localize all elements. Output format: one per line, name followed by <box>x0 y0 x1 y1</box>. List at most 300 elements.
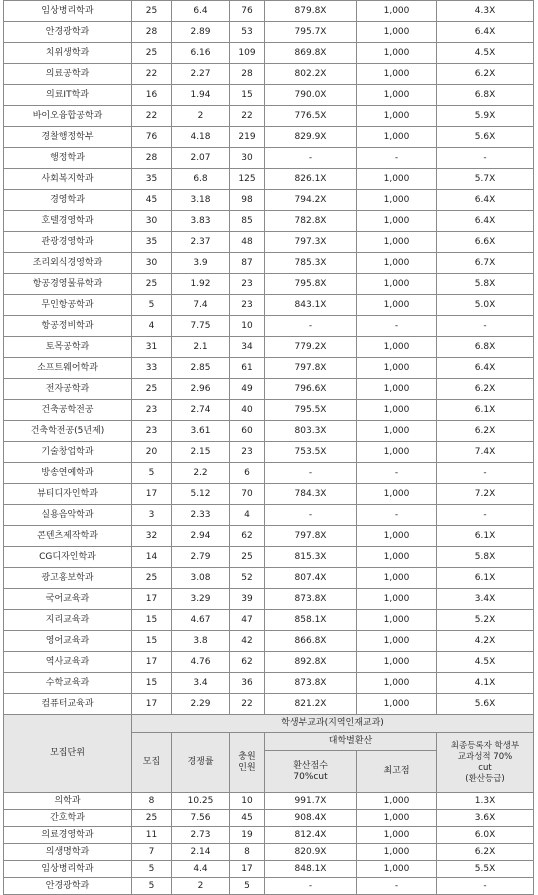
filled-count-cell: 17 <box>230 861 265 878</box>
cut70-score-cell: 821.2X <box>265 694 357 715</box>
max-score-cell: 1,000 <box>357 358 437 379</box>
filled-count-cell: 5 <box>230 878 265 895</box>
unit-name-cell: 지리교육과 <box>4 610 132 631</box>
cut70-score-cell: 797.8X <box>265 526 357 547</box>
competition-rate-cell: 7.56 <box>172 810 230 827</box>
max-score-cell: 1,000 <box>357 793 437 810</box>
filled-count-cell: 125 <box>230 169 265 190</box>
max-score-cell: 1,000 <box>357 1 437 22</box>
cut70-score-cell: 795.7X <box>265 22 357 43</box>
final-grade-cell: 6.4X <box>437 211 534 232</box>
table-row <box>4 337 534 358</box>
recruit-count-cell: 15 <box>132 673 172 694</box>
competition-rate-cell: 2.29 <box>172 694 230 715</box>
competition-rate-cell: 3.18 <box>172 190 230 211</box>
unit-name-cell: 방송연예학과 <box>4 463 132 484</box>
max-score-cell: - <box>357 463 437 484</box>
table-row <box>4 316 534 337</box>
competition-rate-cell: 10.25 <box>172 793 230 810</box>
max-score-cell: 1,000 <box>357 526 437 547</box>
final-grade-cell: 6.6X <box>437 232 534 253</box>
filled-count-cell: 70 <box>230 484 265 505</box>
filled-count-cell: 4 <box>230 505 265 526</box>
unit-name-cell: 건축공학전공 <box>4 400 132 421</box>
header-final: 최종등록자 학생부 교과성적 70% cut (환산등급) <box>437 733 534 793</box>
unit-name-cell: 호텔경영학과 <box>4 211 132 232</box>
max-score-cell: 1,000 <box>357 337 437 358</box>
admission-results-document <box>3 0 534 895</box>
unit-name-cell: 의생명학과 <box>4 844 132 861</box>
max-score-cell: 1,000 <box>357 652 437 673</box>
recruit-count-cell: 25 <box>132 274 172 295</box>
max-score-cell: 1,000 <box>357 22 437 43</box>
recruit-count-cell: 5 <box>132 463 172 484</box>
cut70-score-cell: 873.8X <box>265 589 357 610</box>
unit-name-cell: 국어교육과 <box>4 589 132 610</box>
cut70-score-cell: 776.5X <box>265 106 357 127</box>
max-score-cell: 1,000 <box>357 43 437 64</box>
table-row <box>4 169 534 190</box>
final-grade-cell: 6.4X <box>437 22 534 43</box>
final-grade-cell: 4.2X <box>437 631 534 652</box>
final-grade-cell: - <box>437 316 534 337</box>
final-grade-cell: - <box>437 505 534 526</box>
unit-name-cell: 안경광학과 <box>4 878 132 895</box>
cut70-score-cell: 815.3X <box>265 547 357 568</box>
header-max: 최고점 <box>357 751 437 793</box>
table-row <box>4 547 534 568</box>
unit-name-cell: 의학과 <box>4 793 132 810</box>
recruit-count-cell: 25 <box>132 379 172 400</box>
filled-count-cell: 19 <box>230 827 265 844</box>
recruit-count-cell: 25 <box>132 810 172 827</box>
unit-name-cell: 관광경영학과 <box>4 232 132 253</box>
cut70-score-cell: 826.1X <box>265 169 357 190</box>
recruit-count-cell: 17 <box>132 652 172 673</box>
competition-rate-cell: 7.75 <box>172 316 230 337</box>
cut70-score-cell: 795.5X <box>265 400 357 421</box>
recruit-count-cell: 25 <box>132 1 172 22</box>
filled-count-cell: 47 <box>230 610 265 631</box>
cut70-score-cell: 795.8X <box>265 274 357 295</box>
final-grade-cell: 6.1X <box>437 526 534 547</box>
header-recruit: 모집 <box>132 733 172 793</box>
table-row <box>4 878 534 895</box>
recruit-count-cell: 7 <box>132 844 172 861</box>
competition-rate-cell: 2.85 <box>172 358 230 379</box>
unit-name-cell: 항공정비학과 <box>4 316 132 337</box>
bottom-table-body <box>4 793 534 895</box>
unit-name-cell: 무인항공학과 <box>4 295 132 316</box>
competition-rate-cell: 2.1 <box>172 337 230 358</box>
cut70-score-cell: 784.3X <box>265 484 357 505</box>
final-grade-cell: 6.8X <box>437 85 534 106</box>
competition-rate-cell: 2.89 <box>172 22 230 43</box>
table-row <box>4 148 534 169</box>
final-grade-cell: 6.2X <box>437 379 534 400</box>
max-score-cell: 1,000 <box>357 421 437 442</box>
table-row <box>4 274 534 295</box>
max-score-cell: 1,000 <box>357 232 437 253</box>
unit-name-cell: CG디자인학과 <box>4 547 132 568</box>
competition-rate-cell: 2 <box>172 878 230 895</box>
recruit-count-cell: 14 <box>132 547 172 568</box>
unit-name-cell: 치위생학과 <box>4 43 132 64</box>
cut70-score-cell: 829.9X <box>265 127 357 148</box>
filled-count-cell: 30 <box>230 148 265 169</box>
header-group: 학생부교과(지역인재교과) <box>132 715 534 733</box>
competition-rate-cell: 7.4 <box>172 295 230 316</box>
table-row <box>4 211 534 232</box>
recruit-count-cell: 76 <box>132 127 172 148</box>
cut70-score-cell: 790.0X <box>265 85 357 106</box>
max-score-cell: 1,000 <box>357 568 437 589</box>
final-grade-cell: - <box>437 878 534 895</box>
final-grade-cell: 6.8X <box>437 337 534 358</box>
cut70-score-cell: 797.3X <box>265 232 357 253</box>
competition-rate-cell: 6.8 <box>172 169 230 190</box>
unit-name-cell: 바이오융합공학과 <box>4 106 132 127</box>
competition-rate-cell: 4.67 <box>172 610 230 631</box>
cut70-score-cell: 807.4X <box>265 568 357 589</box>
top-table-body <box>4 1 534 715</box>
table-row <box>4 694 534 715</box>
recruit-count-cell: 15 <box>132 631 172 652</box>
table-row <box>4 484 534 505</box>
unit-name-cell: 건축학전공(5년제) <box>4 421 132 442</box>
competition-rate-cell: 6.4 <box>172 1 230 22</box>
table-row <box>4 652 534 673</box>
filled-count-cell: 23 <box>230 442 265 463</box>
max-score-cell: 1,000 <box>357 610 437 631</box>
unit-name-cell: 콘텐츠제작학과 <box>4 526 132 547</box>
recruit-count-cell: 5 <box>132 878 172 895</box>
recruit-count-cell: 35 <box>132 169 172 190</box>
max-score-cell: 1,000 <box>357 64 437 85</box>
final-grade-cell: 4.3X <box>437 1 534 22</box>
filled-count-cell: 61 <box>230 358 265 379</box>
recruit-count-cell: 32 <box>132 526 172 547</box>
recruit-count-cell: 28 <box>132 22 172 43</box>
cut70-score-cell: - <box>265 316 357 337</box>
table-row <box>4 64 534 85</box>
cut70-score-cell: 908.4X <box>265 810 357 827</box>
competition-rate-cell: 3.61 <box>172 421 230 442</box>
cut70-score-cell: 858.1X <box>265 610 357 631</box>
table-row <box>4 505 534 526</box>
table-row <box>4 589 534 610</box>
cut70-score-cell: 873.8X <box>265 673 357 694</box>
cut70-score-cell: 802.2X <box>265 64 357 85</box>
competition-rate-cell: 3.4 <box>172 673 230 694</box>
unit-name-cell: 행정학과 <box>4 148 132 169</box>
recruit-count-cell: 23 <box>132 400 172 421</box>
table-row <box>4 568 534 589</box>
filled-count-cell: 34 <box>230 337 265 358</box>
final-grade-cell: 6.1X <box>437 400 534 421</box>
competition-rate-cell: 2.73 <box>172 827 230 844</box>
max-score-cell: 1,000 <box>357 295 437 316</box>
competition-rate-cell: 1.92 <box>172 274 230 295</box>
filled-count-cell: 23 <box>230 274 265 295</box>
filled-count-cell: 15 <box>230 85 265 106</box>
unit-name-cell: 사회복지학과 <box>4 169 132 190</box>
table-row <box>4 358 534 379</box>
header-filled: 충원 인원 <box>230 733 265 793</box>
recruit-count-cell: 30 <box>132 211 172 232</box>
final-grade-cell: 5.9X <box>437 106 534 127</box>
cut70-score-cell: - <box>265 878 357 895</box>
final-grade-cell: 5.6X <box>437 694 534 715</box>
competition-rate-cell: 2 <box>172 106 230 127</box>
max-score-cell: 1,000 <box>357 169 437 190</box>
cut70-score-cell: 803.3X <box>265 421 357 442</box>
filled-count-cell: 109 <box>230 43 265 64</box>
competition-rate-cell: 3.83 <box>172 211 230 232</box>
final-grade-cell: 5.8X <box>437 274 534 295</box>
competition-rate-cell: 4.4 <box>172 861 230 878</box>
filled-count-cell: 87 <box>230 253 265 274</box>
filled-count-cell: 45 <box>230 810 265 827</box>
filled-count-cell: 49 <box>230 379 265 400</box>
final-grade-cell: - <box>437 463 534 484</box>
recruit-count-cell: 22 <box>132 106 172 127</box>
filled-count-cell: 53 <box>230 22 265 43</box>
recruit-count-cell: 23 <box>132 421 172 442</box>
final-grade-cell: 6.2X <box>437 844 534 861</box>
table-row <box>4 844 534 861</box>
final-grade-cell: 4.1X <box>437 673 534 694</box>
recruit-count-cell: 5 <box>132 295 172 316</box>
table-row <box>4 861 534 878</box>
table-row <box>4 85 534 106</box>
table-row <box>4 379 534 400</box>
cut70-score-cell: 812.4X <box>265 827 357 844</box>
unit-name-cell: 임상병리학과 <box>4 1 132 22</box>
final-grade-cell: 3.4X <box>437 589 534 610</box>
unit-name-cell: 의료공학과 <box>4 64 132 85</box>
cut70-score-cell: 820.9X <box>265 844 357 861</box>
cut70-score-cell: - <box>265 148 357 169</box>
filled-count-cell: 85 <box>230 211 265 232</box>
filled-count-cell: 76 <box>230 1 265 22</box>
recruit-count-cell: 5 <box>132 861 172 878</box>
max-score-cell: 1,000 <box>357 844 437 861</box>
competition-rate-cell: 2.07 <box>172 148 230 169</box>
header-cut70: 환산점수 70%cut <box>265 751 357 793</box>
table-row <box>4 526 534 547</box>
recruit-count-cell: 35 <box>132 232 172 253</box>
max-score-cell: 1,000 <box>357 631 437 652</box>
table-row <box>4 127 534 148</box>
max-score-cell: - <box>357 505 437 526</box>
max-score-cell: 1,000 <box>357 190 437 211</box>
cut70-score-cell: 892.8X <box>265 652 357 673</box>
final-grade-cell: 5.7X <box>437 169 534 190</box>
final-grade-cell: 5.0X <box>437 295 534 316</box>
recruit-count-cell: 22 <box>132 64 172 85</box>
filled-count-cell: 219 <box>230 127 265 148</box>
final-grade-cell: 6.7X <box>437 253 534 274</box>
filled-count-cell: 10 <box>230 316 265 337</box>
cut70-score-cell: 782.8X <box>265 211 357 232</box>
table-row <box>4 295 534 316</box>
max-score-cell: 1,000 <box>357 673 437 694</box>
filled-count-cell: 23 <box>230 295 265 316</box>
final-grade-cell: - <box>437 148 534 169</box>
recruit-count-cell: 25 <box>132 568 172 589</box>
cut70-score-cell: 991.7X <box>265 793 357 810</box>
table-row <box>4 673 534 694</box>
recruit-count-cell: 3 <box>132 505 172 526</box>
recruit-count-cell: 33 <box>132 358 172 379</box>
filled-count-cell: 22 <box>230 106 265 127</box>
filled-count-cell: 42 <box>230 631 265 652</box>
max-score-cell: 1,000 <box>357 253 437 274</box>
competition-rate-cell: 2.33 <box>172 505 230 526</box>
competition-rate-cell: 2.2 <box>172 463 230 484</box>
max-score-cell: 1,000 <box>357 484 437 505</box>
filled-count-cell: 52 <box>230 568 265 589</box>
final-grade-cell: 6.1X <box>437 568 534 589</box>
max-score-cell: 1,000 <box>357 379 437 400</box>
max-score-cell: 1,000 <box>357 85 437 106</box>
filled-count-cell: 62 <box>230 526 265 547</box>
filled-count-cell: 62 <box>230 652 265 673</box>
final-grade-cell: 5.2X <box>437 610 534 631</box>
table-row <box>4 442 534 463</box>
recruit-count-cell: 17 <box>132 694 172 715</box>
max-score-cell: 1,000 <box>357 861 437 878</box>
cut70-score-cell: 869.8X <box>265 43 357 64</box>
final-grade-cell: 1.3X <box>437 793 534 810</box>
filled-count-cell: 39 <box>230 589 265 610</box>
final-grade-cell: 6.0X <box>437 827 534 844</box>
recruit-count-cell: 30 <box>132 253 172 274</box>
final-grade-cell: 7.2X <box>437 484 534 505</box>
cut70-score-cell: 779.2X <box>265 337 357 358</box>
competition-rate-cell: 3.8 <box>172 631 230 652</box>
table-row <box>4 43 534 64</box>
table-row <box>4 631 534 652</box>
filled-count-cell: 40 <box>230 400 265 421</box>
max-score-cell: 1,000 <box>357 694 437 715</box>
cut70-score-cell: 843.1X <box>265 295 357 316</box>
filled-count-cell: 48 <box>230 232 265 253</box>
competition-rate-cell: 2.74 <box>172 400 230 421</box>
final-grade-cell: 6.4X <box>437 358 534 379</box>
competition-rate-cell: 2.94 <box>172 526 230 547</box>
unit-name-cell: 실용음악학과 <box>4 505 132 526</box>
table-row <box>4 106 534 127</box>
filled-count-cell: 36 <box>230 673 265 694</box>
table-row <box>4 463 534 484</box>
recruit-count-cell: 20 <box>132 442 172 463</box>
competition-rate-cell: 1.94 <box>172 85 230 106</box>
filled-count-cell: 25 <box>230 547 265 568</box>
max-score-cell: - <box>357 316 437 337</box>
unit-name-cell: 광고홍보학과 <box>4 568 132 589</box>
unit-name-cell: 임상병리학과 <box>4 861 132 878</box>
filled-count-cell: 10 <box>230 793 265 810</box>
max-score-cell: 1,000 <box>357 400 437 421</box>
unit-name-cell: 컴퓨터교육과 <box>4 694 132 715</box>
table-row <box>4 421 534 442</box>
recruit-count-cell: 17 <box>132 589 172 610</box>
unit-name-cell: 안경광학과 <box>4 22 132 43</box>
final-grade-cell: 6.4X <box>437 190 534 211</box>
recruit-count-cell: 45 <box>132 190 172 211</box>
competition-rate-cell: 2.27 <box>172 64 230 85</box>
unit-name-cell: 간호학과 <box>4 810 132 827</box>
cut70-score-cell: 753.5X <box>265 442 357 463</box>
max-score-cell: 1,000 <box>357 106 437 127</box>
recruit-count-cell: 28 <box>132 148 172 169</box>
unit-name-cell: 기술창업학과 <box>4 442 132 463</box>
table-row <box>4 190 534 211</box>
competition-rate-cell: 5.12 <box>172 484 230 505</box>
final-grade-cell: 6.2X <box>437 64 534 85</box>
cut70-score-cell: 796.6X <box>265 379 357 400</box>
table-row <box>4 253 534 274</box>
header-converted: 대학별환산 <box>265 733 437 751</box>
competition-rate-cell: 3.29 <box>172 589 230 610</box>
max-score-cell: 1,000 <box>357 827 437 844</box>
recruit-count-cell: 17 <box>132 484 172 505</box>
competition-rate-cell: 6.16 <box>172 43 230 64</box>
cut70-score-cell: 797.8X <box>265 358 357 379</box>
unit-name-cell: 뷰티디자인학과 <box>4 484 132 505</box>
competition-rate-cell: 2.79 <box>172 547 230 568</box>
final-grade-cell: 5.8X <box>437 547 534 568</box>
recruit-count-cell: 11 <box>132 827 172 844</box>
final-grade-cell: 6.2X <box>437 421 534 442</box>
unit-name-cell: 경찰행정학부 <box>4 127 132 148</box>
table-row <box>4 610 534 631</box>
unit-name-cell: 전자공학과 <box>4 379 132 400</box>
max-score-cell: 1,000 <box>357 274 437 295</box>
unit-name-cell: 항공경영물류학과 <box>4 274 132 295</box>
filled-count-cell: 98 <box>230 190 265 211</box>
admission-results-table <box>3 0 534 895</box>
table-row <box>4 810 534 827</box>
recruit-count-cell: 16 <box>132 85 172 106</box>
competition-rate-cell: 4.76 <box>172 652 230 673</box>
table-row <box>4 1 534 22</box>
max-score-cell: 1,000 <box>357 589 437 610</box>
recruit-count-cell: 31 <box>132 337 172 358</box>
max-score-cell: - <box>357 148 437 169</box>
cut70-score-cell: 785.3X <box>265 253 357 274</box>
max-score-cell: 1,000 <box>357 547 437 568</box>
competition-rate-cell: 4.18 <box>172 127 230 148</box>
final-grade-cell: 4.5X <box>437 652 534 673</box>
header-unit: 모집단위 <box>4 715 132 793</box>
filled-count-cell: 8 <box>230 844 265 861</box>
final-grade-cell: 5.5X <box>437 861 534 878</box>
cut70-score-cell: 794.2X <box>265 190 357 211</box>
filled-count-cell: 6 <box>230 463 265 484</box>
max-score-cell: 1,000 <box>357 442 437 463</box>
header-competition: 경쟁률 <box>172 733 230 793</box>
filled-count-cell: 60 <box>230 421 265 442</box>
cut70-score-cell: 879.8X <box>265 1 357 22</box>
table-row <box>4 22 534 43</box>
max-score-cell: 1,000 <box>357 211 437 232</box>
unit-name-cell: 경영학과 <box>4 190 132 211</box>
unit-name-cell: 조리외식경영학과 <box>4 253 132 274</box>
unit-name-cell: 의료IT학과 <box>4 85 132 106</box>
